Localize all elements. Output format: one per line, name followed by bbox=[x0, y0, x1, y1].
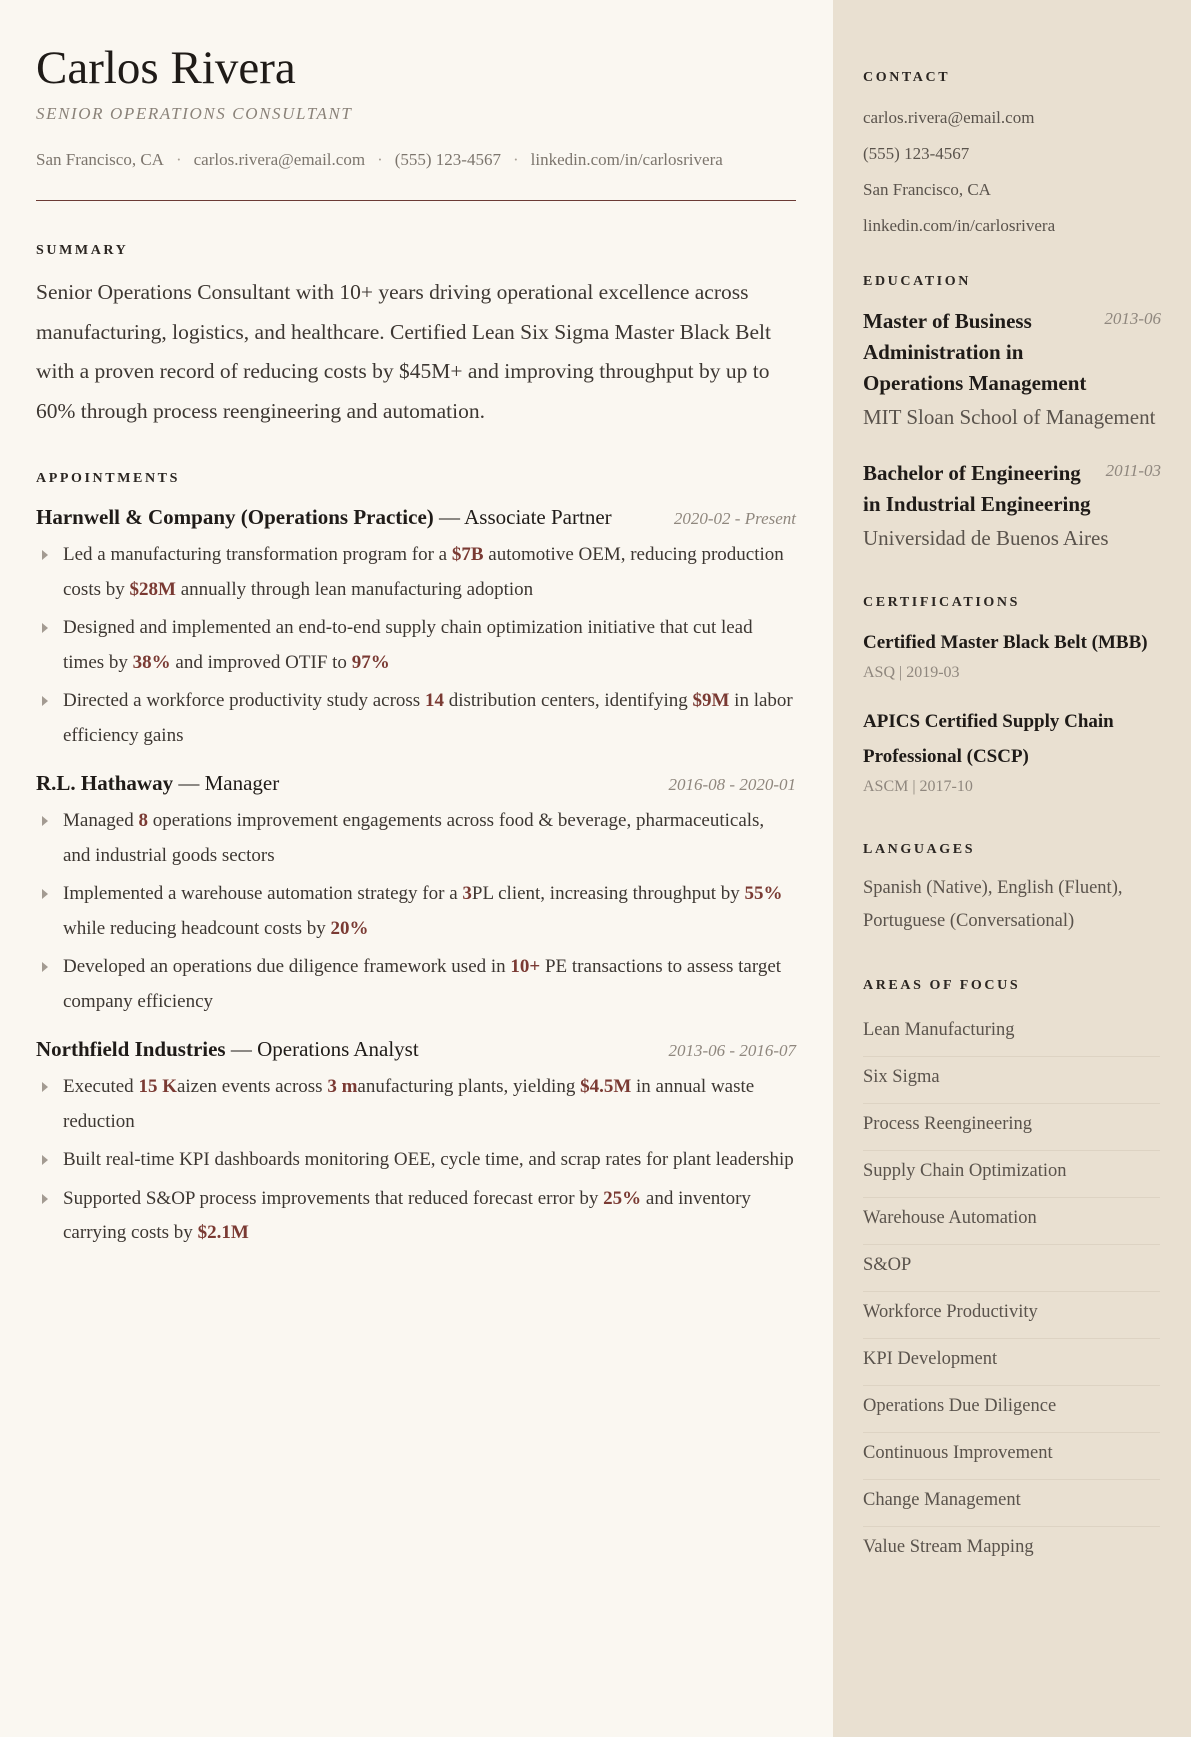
job-dates: 2016-08 - 2020-01 bbox=[668, 775, 796, 794]
bullet-triangle-icon bbox=[42, 889, 48, 899]
job-entry bbox=[36, 771, 796, 1019]
languages-text: Spanish (Native), English (Fluent), Portuguese (Conversational) bbox=[863, 878, 1123, 931]
bullet-triangle-icon bbox=[42, 1155, 48, 1165]
job-bullet bbox=[36, 1143, 796, 1178]
bullet-text: operations improvement engagements across food & beverage, pharmaceuticals, and industrial goods sectors bbox=[63, 810, 765, 866]
education-school: MIT Sloan School of Management bbox=[863, 405, 1156, 429]
job-title bbox=[36, 505, 612, 530]
focus-item: Supply Chain Optimization bbox=[863, 1151, 1160, 1198]
certifications-heading: CERTIFICATIONS bbox=[863, 595, 1021, 610]
certification-entry bbox=[863, 625, 1161, 682]
bullet-text: Built real-time KPI dashboards monitoring OEE, cycle time, and scrap rates for plant leadership bbox=[63, 1149, 794, 1170]
education-date: 2011-03 bbox=[1105, 461, 1161, 480]
bullet-text: Managed bbox=[63, 810, 139, 831]
job-header bbox=[36, 1037, 796, 1062]
education-entry bbox=[863, 306, 1161, 399]
education-entry bbox=[863, 458, 1161, 520]
focus-item: Continuous Improvement bbox=[863, 1433, 1160, 1480]
metric-highlight: $2.1M bbox=[197, 1222, 249, 1243]
summary-heading: SUMMARY bbox=[36, 243, 129, 258]
metric-highlight: 3 bbox=[462, 883, 472, 904]
candidate-name: Carlos Rivera bbox=[36, 42, 296, 94]
header-email[interactable]: carlos.rivera@email.com bbox=[193, 150, 366, 169]
job-bullet bbox=[36, 804, 796, 873]
sidebar-email[interactable]: carlos.rivera@email.com bbox=[863, 108, 1035, 127]
certification-entry bbox=[863, 704, 1161, 796]
sidebar-contact bbox=[863, 100, 1161, 244]
summary-text: Senior Operations Consultant with 10+ years driving operational excellence across manufacturing, logistics, and healthcare. Certified Lean Six Sigma Master Black Belt with a proven record of reducing costs by $45M+ and improving throughput by up to 60% through process reengineering and automation. bbox=[36, 280, 771, 423]
metric-highlight: 10+ bbox=[510, 956, 541, 977]
bullet-text: Led a manufacturing transformation program for a bbox=[63, 544, 452, 565]
job-company: R.L. Hathaway bbox=[36, 771, 174, 795]
bullet-text: Developed an operations due diligence framework used in bbox=[63, 956, 511, 977]
job-bullet bbox=[36, 684, 796, 753]
header-divider bbox=[36, 200, 796, 201]
focus-item: Value Stream Mapping bbox=[863, 1537, 1034, 1557]
education-degree: Bachelor of Engineering in Industrial Engineering bbox=[863, 461, 1091, 516]
bullet-text: anufacturing plants, yielding bbox=[357, 1076, 581, 1097]
job-bullets bbox=[36, 1070, 796, 1251]
bullet-triangle-icon bbox=[42, 1194, 48, 1204]
focus-item: Lean Manufacturing bbox=[863, 1010, 1160, 1057]
focus-heading: AREAS OF FOCUS bbox=[863, 978, 1021, 993]
bullet-text: PL client, increasing throughput by bbox=[471, 883, 745, 904]
bullet-text: automotive OEM, reducing production costs by bbox=[63, 544, 784, 600]
metric-highlight: 15 K bbox=[138, 1076, 177, 1097]
focus-item: Operations Due Diligence bbox=[863, 1386, 1160, 1433]
job-bullet bbox=[36, 1182, 796, 1251]
metric-highlight: $7B bbox=[451, 544, 484, 565]
bullet-text: in annual waste reduction bbox=[63, 1076, 755, 1132]
bullet-text: aizen events across bbox=[176, 1076, 328, 1097]
bullet-triangle-icon bbox=[42, 816, 48, 826]
focus-item: KPI Development bbox=[863, 1339, 1160, 1386]
job-company: Harnwell & Company (Operations Practice) bbox=[36, 505, 434, 529]
metric-highlight: $4.5M bbox=[580, 1076, 632, 1097]
job-bullets bbox=[36, 538, 796, 753]
separator: · bbox=[512, 150, 519, 169]
job-role: — Manager bbox=[178, 771, 280, 795]
metric-highlight: 8 bbox=[138, 810, 148, 831]
metric-highlight: 20% bbox=[330, 917, 369, 939]
education-date: 2013-06 bbox=[1104, 309, 1161, 328]
certification-org: ASCM | 2017-10 bbox=[863, 778, 973, 795]
bullet-triangle-icon bbox=[42, 1082, 48, 1092]
bullet-text: in labor efficiency gains bbox=[63, 690, 793, 746]
bullet-text: while reducing headcount costs by bbox=[63, 917, 331, 939]
job-entry bbox=[36, 505, 796, 753]
bullet-triangle-icon bbox=[42, 623, 48, 633]
bullet-triangle-icon bbox=[42, 962, 48, 972]
job-bullet bbox=[36, 950, 796, 1019]
languages-heading: LANGUAGES bbox=[863, 842, 976, 857]
bullet-triangle-icon bbox=[42, 696, 48, 706]
bullet-text: Implemented a warehouse automation strategy for a bbox=[63, 883, 463, 904]
focus-item: Six Sigma bbox=[863, 1057, 1160, 1104]
focus-item: Warehouse Automation bbox=[863, 1198, 1160, 1245]
header-linkedin[interactable]: linkedin.com/in/carlosrivera bbox=[530, 150, 723, 169]
job-role: — Associate Partner bbox=[439, 505, 612, 529]
bullet-text: Designed and implemented an end-to-end supply chain optimization initiative that cut lead times by bbox=[63, 617, 753, 673]
focus-item: Workforce Productivity bbox=[863, 1292, 1160, 1339]
header-phone[interactable]: (555) 123-4567 bbox=[394, 150, 501, 169]
focus-item: Process Reengineering bbox=[863, 1104, 1160, 1151]
metric-highlight: 25% bbox=[603, 1187, 642, 1209]
bullet-text: Directed a workforce productivity study across bbox=[63, 690, 425, 711]
job-bullet bbox=[36, 1070, 796, 1139]
focus-item: S&OP bbox=[863, 1245, 1160, 1292]
header-contact-line bbox=[36, 150, 797, 170]
contact-heading: CONTACT bbox=[863, 70, 951, 85]
bullet-triangle-icon bbox=[42, 550, 48, 560]
focus-list bbox=[863, 1010, 1161, 1573]
bullet-text: Supported S&OP process improvements that reduced forecast error by bbox=[63, 1187, 604, 1209]
appointments-heading: APPOINTMENTS bbox=[36, 471, 180, 486]
header-location: San Francisco, CA bbox=[36, 150, 164, 169]
certification-name: APICS Certified Supply Chain Professional (CSCP) bbox=[863, 711, 1114, 767]
metric-highlight: $9M bbox=[692, 690, 730, 711]
job-role: — Operations Analyst bbox=[230, 1037, 419, 1061]
metric-highlight: 97% bbox=[351, 651, 390, 673]
sidebar-phone[interactable]: (555) 123-4567 bbox=[863, 144, 970, 163]
bullet-text: and inventory carrying costs by bbox=[63, 1187, 751, 1243]
job-bullet bbox=[36, 877, 796, 946]
bullet-text: Executed bbox=[63, 1076, 139, 1097]
job-bullet bbox=[36, 538, 796, 607]
separator: · bbox=[377, 150, 383, 169]
education-heading: EDUCATION bbox=[863, 274, 971, 289]
sidebar-location: San Francisco, CA bbox=[863, 180, 991, 199]
job-entry bbox=[36, 1037, 796, 1251]
certification-name: Certified Master Black Belt (MBB) bbox=[863, 632, 1148, 653]
education-degree: Master of Business Administration in Operations Management bbox=[863, 309, 1087, 395]
candidate-title: SENIOR OPERATIONS CONSULTANT bbox=[36, 104, 353, 123]
sidebar-linkedin[interactable]: linkedin.com/in/carlosrivera bbox=[863, 216, 1056, 235]
job-dates: 2013-06 - 2016-07 bbox=[668, 1041, 796, 1060]
job-header bbox=[36, 771, 796, 796]
bullet-text: and improved OTIF to bbox=[170, 651, 352, 673]
job-bullet bbox=[36, 611, 796, 680]
metric-highlight: $28M bbox=[129, 578, 176, 600]
metric-highlight: 14 bbox=[424, 690, 444, 711]
focus-item: Change Management bbox=[863, 1480, 1160, 1527]
education-school: Universidad de Buenos Aires bbox=[863, 526, 1109, 550]
bullet-text: PE transactions to assess target company efficiency bbox=[63, 956, 782, 1012]
job-bullets bbox=[36, 804, 796, 1019]
sidebar bbox=[833, 0, 1191, 1737]
bullet-text: annually through lean manufacturing adoption bbox=[175, 578, 534, 600]
separator: · bbox=[175, 150, 182, 169]
certification-org: ASQ | 2019-03 bbox=[863, 664, 960, 681]
job-dates: 2020-02 - Present bbox=[673, 509, 796, 528]
appointments-list bbox=[36, 505, 797, 1251]
job-header bbox=[36, 505, 796, 530]
job-company: Northfield Industries bbox=[36, 1037, 226, 1061]
job-title bbox=[36, 1037, 419, 1062]
metric-highlight: 3 m bbox=[327, 1076, 358, 1097]
job-title bbox=[36, 771, 279, 796]
metric-highlight: 38% bbox=[132, 651, 171, 673]
metric-highlight: 55% bbox=[744, 883, 783, 904]
bullet-text: distribution centers, identifying bbox=[443, 690, 693, 711]
